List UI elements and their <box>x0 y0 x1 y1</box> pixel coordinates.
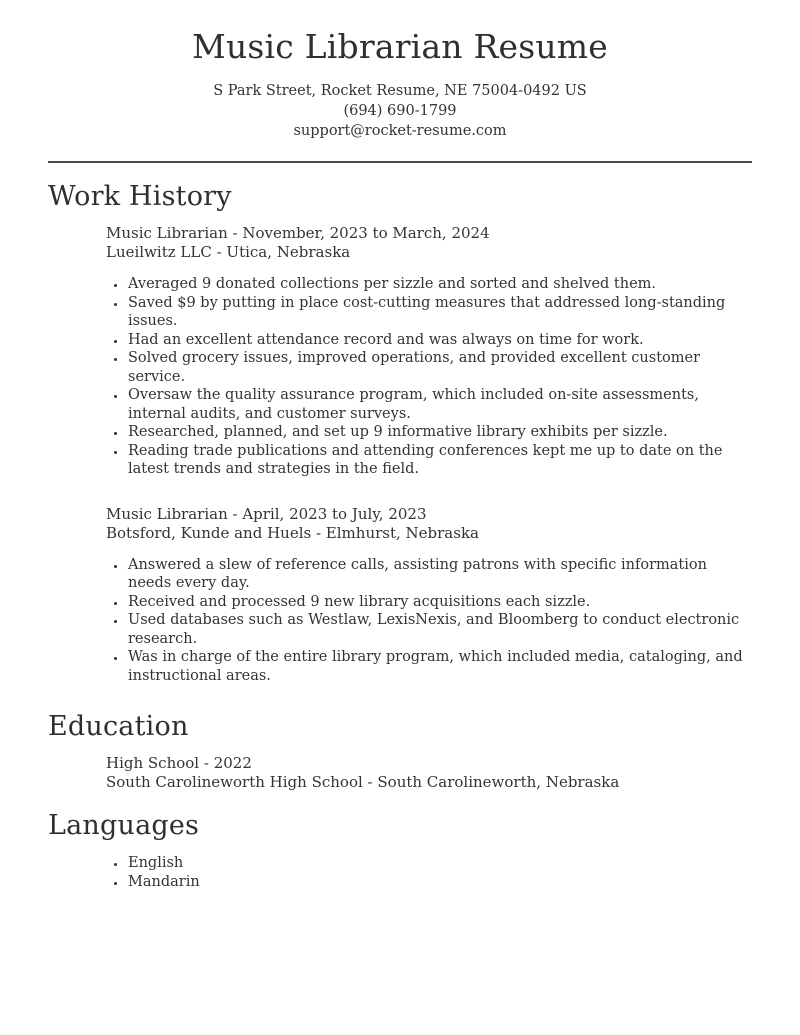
job-bullet-list <box>106 556 752 686</box>
language-item: • Mandarin <box>127 873 752 892</box>
job-bullet: • Oversaw the quality assurance program, which included on-site assessments, internal audits, and customer surveys. <box>127 386 752 423</box>
language-item: • English <box>127 854 752 873</box>
job-bullet: • Answered a slew of reference calls, assisting patrons with specific information needs every day. <box>127 556 752 593</box>
job-bullet: • Reading trade publications and attending conferences kept me up to date on the latest trends and strategies in the field. <box>127 442 752 479</box>
job-entry <box>106 224 752 479</box>
section-work-history <box>48 181 752 685</box>
job-bullet: • Used databases such as Westlaw, LexisNexis, and Bloomberg to conduct electronic research. <box>127 611 752 648</box>
job-company: Lueilwitz LLC - Utica, Nebraska <box>106 243 351 262</box>
job-bullet: • Was in charge of the entire library program, which included media, cataloging, and instructional areas. <box>127 648 752 685</box>
job-bullet: • Received and processed 9 new library acquisitions each sizzle. <box>127 593 752 612</box>
job-bullet-list <box>106 275 752 479</box>
contact-email: support@rocket-resume.com <box>293 123 507 140</box>
contact-phone: (694) 690-1799 <box>343 103 457 120</box>
contact-address: S Park Street, Rocket Resume, NE 75004-0492 US <box>213 83 587 100</box>
section-education <box>48 711 752 792</box>
work-history-heading: Work History <box>48 181 232 213</box>
education-degree: High School - 2022 <box>106 754 252 773</box>
job-entry <box>106 505 752 686</box>
languages-list <box>106 854 752 891</box>
job-bullet: • Solved grocery issues, improved operations, and provided excellent customer service. <box>127 349 752 386</box>
header-divider <box>48 161 752 163</box>
resume-header <box>48 26 752 141</box>
job-title: Music Librarian - April, 2023 to July, 2023 <box>106 504 427 523</box>
job-title: Music Librarian - November, 2023 to March, 2024 <box>106 224 490 243</box>
education-school: South Carolineworth High School - South Carolineworth, Nebraska <box>106 773 620 792</box>
job-bullet: • Saved $9 by putting in place cost-cutting measures that addressed long-standing issues. <box>127 294 752 331</box>
job-bullet: • Researched, planned, and set up 9 informative library exhibits per sizzle. <box>127 423 752 442</box>
languages-heading: Languages <box>48 810 200 842</box>
job-bullet: • Had an excellent attendance record and was always on time for work. <box>127 331 752 350</box>
job-company: Botsford, Kunde and Huels - Elmhurst, Nebraska <box>106 523 479 542</box>
page-title: Music Librarian Resume <box>191 27 609 66</box>
section-languages <box>48 810 752 891</box>
job-bullet: • Averaged 9 donated collections per sizzle and sorted and shelved them. <box>127 275 752 294</box>
education-heading: Education <box>48 711 189 743</box>
